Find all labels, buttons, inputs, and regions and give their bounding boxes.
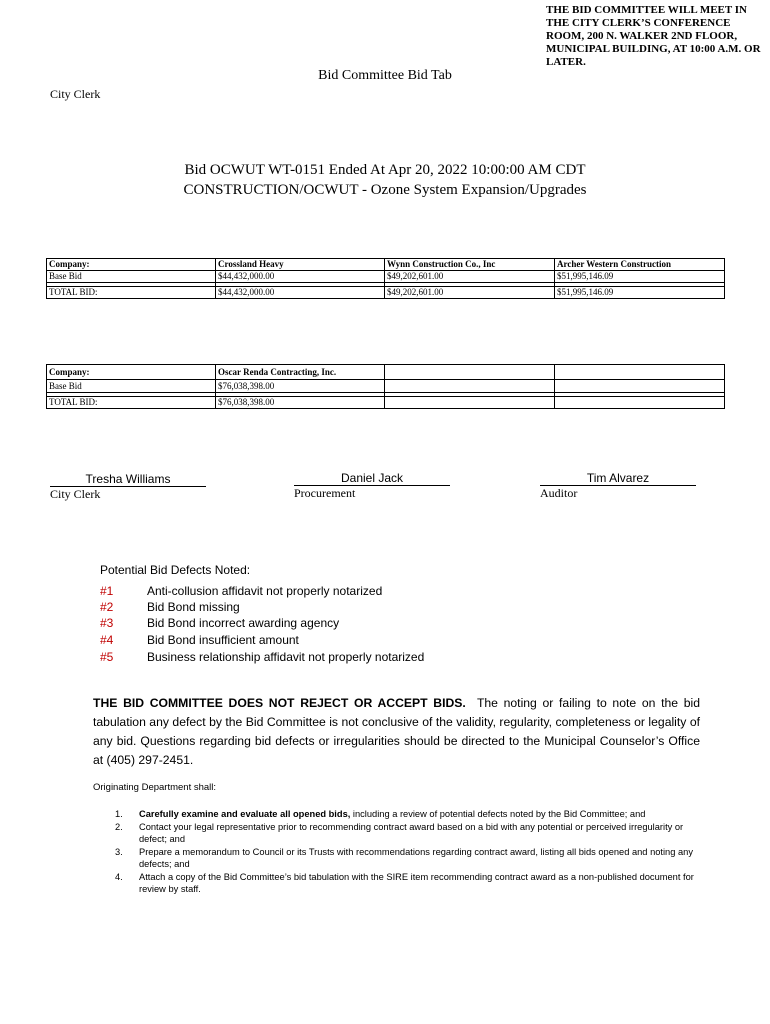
signature-name: Tresha Williams [50, 472, 206, 487]
bid-table-1 [46, 258, 725, 299]
bid-heading: Bid OCWUT WT-0151 Ended At Apr 20, 2022 10:00:00 AM CDT [184, 162, 586, 178]
bid-subheading: CONSTRUCTION/OCWUT - Ozone System Expansion/Upgrades [183, 182, 587, 198]
base-bid-value: $44,432,000.00 [216, 271, 385, 283]
list-item [93, 846, 703, 870]
disclaimer-paragraph [93, 694, 700, 770]
list-item [93, 871, 703, 895]
step-number: 4. [115, 872, 123, 882]
step-body: Prepare a memorandum to Council or its Trusts with recommendations regarding contract award, listing all bids opened and noting any defects; and [139, 847, 693, 869]
defect-item [100, 632, 299, 648]
total-bid-label: TOTAL BID: [47, 397, 216, 409]
total-bid-value [555, 397, 725, 409]
defect-text: Bid Bond insufficient amount [147, 633, 299, 647]
total-bid-value: $76,038,398.00 [216, 397, 385, 409]
step-bold: Carefully examine and evaluate all opened bids, [139, 809, 351, 819]
meeting-notice: THE BID COMMITTEE WILL MEET IN THE CITY CLERK’S CONFERENCE ROOM, 200 N. WALKER 2ND FLOOR, MUNICIPAL BUILDING, AT 10:00 A.M. OR LATER. [546, 4, 761, 68]
list-item [93, 821, 703, 845]
step-number: 3. [115, 847, 123, 857]
signature-block-procurement [294, 471, 450, 500]
originating-label: Originating Department shall: [93, 782, 217, 793]
defect-text: Anti-collusion affidavit not properly notarized [147, 584, 383, 598]
disclaimer-text: The noting or failing to note on the bid tabulation any defect by the Bid Committee is not conclusive of the validity, regularity, completeness or legality of any bid. Questions regarding bid defects or irregularities should be directed to the Municipal Counselor’s Office at (405) 297-2451. [93, 696, 700, 767]
bid-table-2 [46, 364, 725, 409]
defect-number: #3 [100, 616, 114, 630]
step-number: 2. [115, 822, 123, 832]
department-label: City Clerk [50, 87, 101, 101]
signature-block-auditor [540, 471, 696, 500]
disclaimer-bold: THE BID COMMITTEE DOES NOT REJECT OR ACCEPT BIDS. [93, 696, 466, 710]
table-row [47, 271, 725, 283]
base-bid-label: Base Bid [47, 380, 216, 393]
total-bid-label: TOTAL BID: [47, 287, 216, 299]
company-label: Company: [47, 259, 216, 271]
base-bid-value: $49,202,601.00 [385, 271, 555, 283]
total-bid-value [385, 397, 555, 409]
step-body: including a review of potential defects noted by the Bid Committee; and [350, 809, 646, 819]
signature-name: Daniel Jack [294, 471, 450, 486]
defect-item [100, 599, 240, 615]
base-bid-value: $51,995,146.09 [555, 271, 725, 283]
defect-text: Bid Bond missing [147, 600, 240, 614]
signature-name: Tim Alvarez [540, 471, 696, 486]
total-bid-value: $49,202,601.00 [385, 287, 555, 299]
defects-title: Potential Bid Defects Noted: [100, 563, 251, 577]
table-row [47, 380, 725, 393]
defect-number: #1 [100, 584, 114, 598]
step-body: Attach a copy of the Bid Committee’s bid tabulation with the SIRE item recommending contract award as a non-published document for review by staff. [139, 872, 694, 894]
page-title: Bid Committee Bid Tab [318, 68, 452, 83]
company-name: Archer Western Construction [555, 259, 725, 271]
base-bid-value [385, 380, 555, 393]
list-item [93, 808, 703, 820]
table-row [47, 365, 725, 380]
defect-number: #4 [100, 633, 114, 647]
table-row [47, 397, 725, 409]
base-bid-label: Base Bid [47, 271, 216, 283]
signature-block-clerk [50, 472, 206, 501]
signature-role: Auditor [540, 486, 578, 500]
company-name [385, 365, 555, 380]
step-text [139, 808, 703, 820]
signature-role: City Clerk [50, 487, 101, 501]
base-bid-value: $76,038,398.00 [216, 380, 385, 393]
defect-number: #5 [100, 650, 114, 664]
defect-item [100, 649, 424, 665]
total-bid-value: $51,995,146.09 [555, 287, 725, 299]
base-bid-value [555, 380, 725, 393]
defect-item [100, 583, 382, 599]
table-row [47, 259, 725, 271]
total-bid-value: $44,432,000.00 [216, 287, 385, 299]
company-label: Company: [47, 365, 216, 380]
company-name [555, 365, 725, 380]
table-row [47, 287, 725, 299]
defect-text: Business relationship affidavit not properly notarized [147, 650, 425, 664]
company-name: Crossland Heavy [216, 259, 385, 271]
defect-text: Bid Bond incorrect awarding agency [147, 616, 340, 630]
step-body: Contact your legal representative prior to recommending contract award based on a bid with any potential or perceived irregularity or defect; and [139, 822, 684, 844]
step-number: 1. [115, 809, 123, 819]
defect-number: #2 [100, 600, 114, 614]
defect-item [100, 615, 339, 631]
signature-role: Procurement [294, 486, 356, 500]
company-name: Oscar Renda Contracting, Inc. [216, 365, 385, 380]
steps-list [93, 808, 703, 896]
company-name: Wynn Construction Co., Inc [385, 259, 555, 271]
